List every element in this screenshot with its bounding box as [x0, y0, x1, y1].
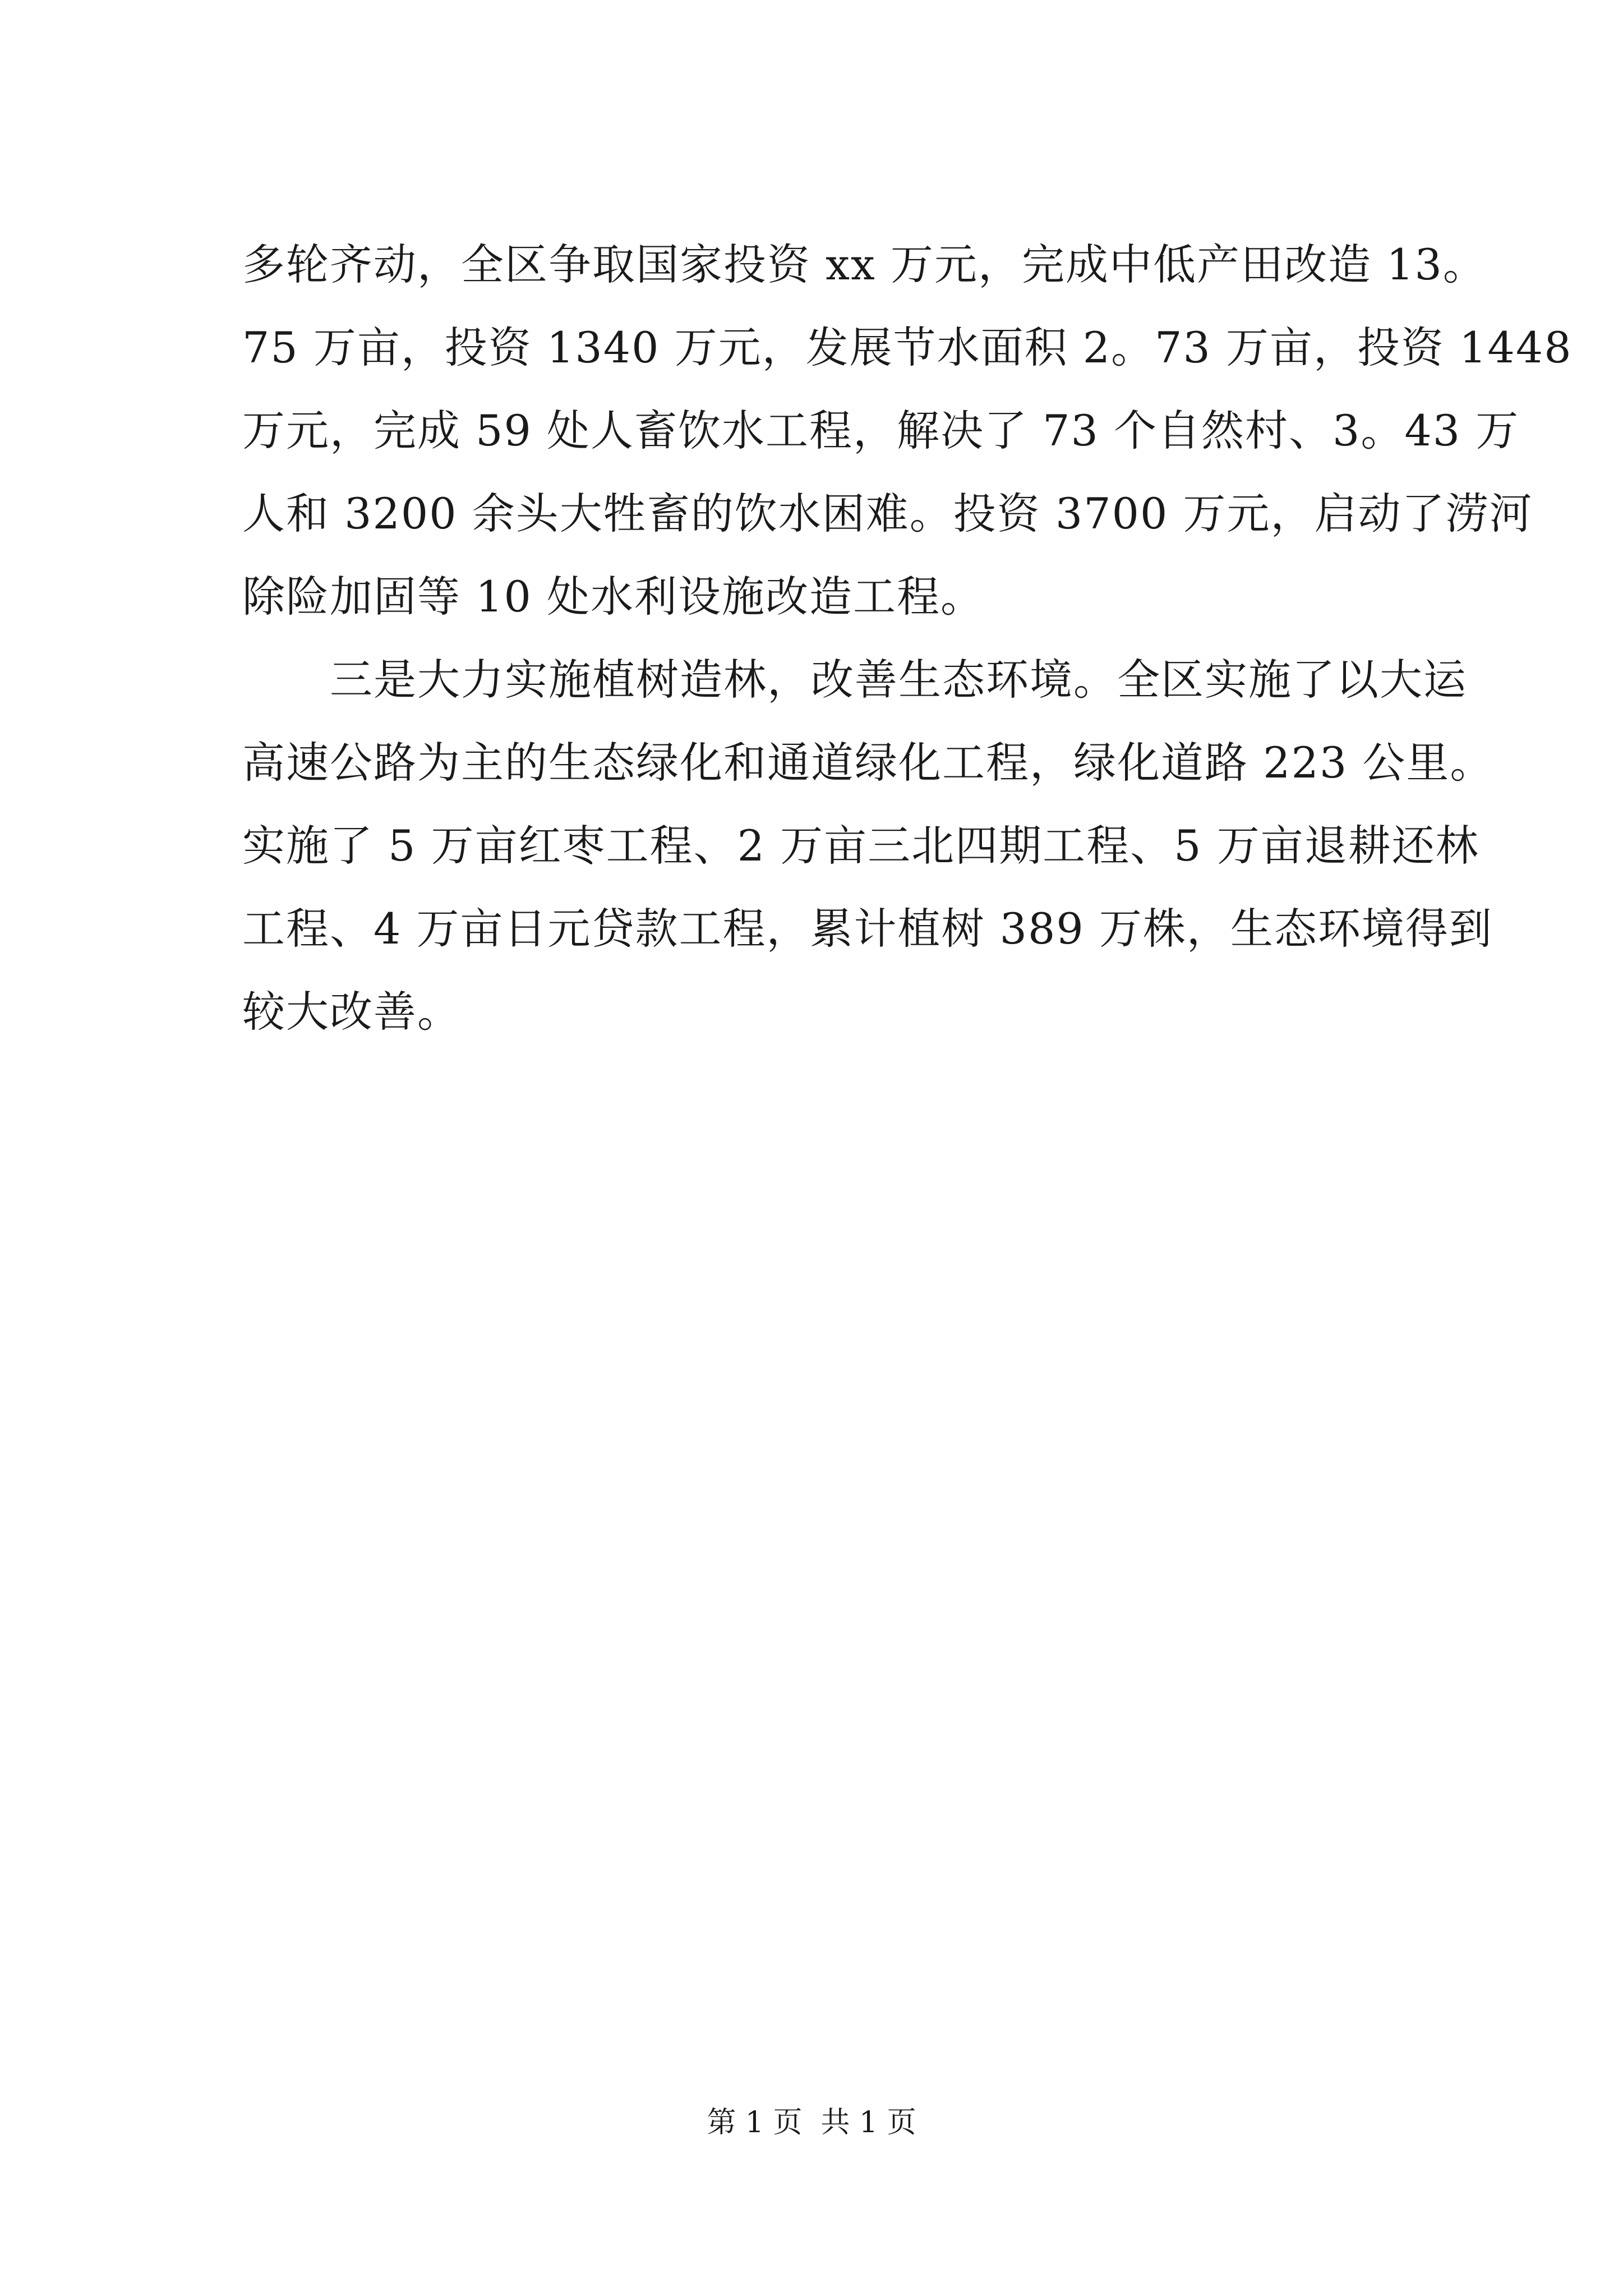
paragraph-1 [242, 223, 1573, 638]
paragraph-2 [242, 638, 1494, 1053]
paragraph-line: 75 万亩，投资 1340 万元，发展节水面积 2。73 万亩，投资 1448 [242, 323, 1573, 372]
paragraph-line: 多轮齐动，全区争取国家投资 xx 万元，完成中低产田改造 13。 [242, 240, 1487, 289]
paragraph-line: 人和 3200 余头大牲畜的饮水困难。投资 3700 万元，启动了涝河 [242, 489, 1533, 539]
page-number-label: 第 1 页 共 1 页 [707, 2106, 916, 2139]
paragraph-line: 三是大力实施植树造林，改善生态环境。全区实施了以大运 [242, 655, 1467, 705]
paragraph-line: 较大改善。 [242, 987, 461, 1037]
paragraph-line: 高速公路为主的生态绿化和通道绿化工程，绿化道路 223 公里。 [242, 738, 1494, 788]
document-body [242, 223, 1573, 1053]
paragraph-line: 工程、4 万亩日元贷款工程，累计植树 389 万株，生态环境得到 [242, 904, 1493, 954]
paragraph-line: 除险加固等 10 处水利设施改造工程。 [242, 572, 985, 622]
page-footer [0, 2105, 1623, 2141]
paragraph-line: 万元，完成 59 处人畜饮水工程，解决了 73 个自然村、3。43 万 [242, 406, 1520, 455]
paragraph-line: 实施了 5 万亩红枣工程、2 万亩三北四期工程、5 万亩退耕还林 [242, 821, 1479, 871]
